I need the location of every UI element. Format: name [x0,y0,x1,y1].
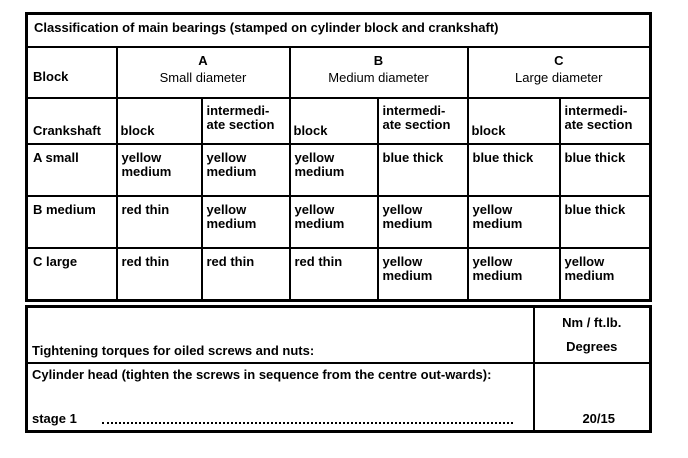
row-label: C large [27,248,117,301]
table-cell [468,196,560,248]
cell-text: yellow [382,254,423,269]
table-cell [560,144,651,196]
cell-text: red thin [206,254,255,269]
table-cell [468,144,560,196]
table-cell [117,248,202,301]
bearing-classification-table [25,12,652,302]
table-cell [202,196,290,248]
block-header [27,47,117,98]
cell-text: yellow [294,150,335,165]
cell-text: medium [294,164,345,179]
group-label: Small diameter [159,70,247,85]
stage-value-cell [534,363,651,432]
group-letter: B [373,53,384,68]
cell-text: medium [121,164,172,179]
unit-degrees-label: Degrees [566,339,618,354]
cell-text: yellow [472,202,513,217]
table-cell [290,196,378,248]
group-label: Medium diameter [328,70,429,85]
group-a-header [117,47,290,98]
table-cell [290,144,378,196]
cell-text: yellow [121,150,162,165]
cell-text: medium [206,164,257,179]
stage-value: 20/15 [582,411,615,426]
cell-text: red thin [294,254,343,269]
leader-dots [102,418,513,424]
table-row [27,248,651,301]
table-title: Classification of main bearings (stamped on cylinder block and crankshaft) [27,14,651,48]
table-row [27,144,651,196]
cell-text: yellow [564,254,605,269]
table-cell [202,144,290,196]
unit-label: Nm / ft.lb. [562,315,622,330]
table-cell [117,196,202,248]
cell-text: red thin [121,202,170,217]
units-header [534,307,651,364]
table-cell [378,248,468,301]
table-cell [560,248,651,301]
table-cell [290,248,378,301]
cell-text: blue thick [472,150,534,165]
cell-text: medium [382,268,433,283]
cell-text: medium [206,216,257,231]
cell-text: blue thick [382,150,444,165]
row-label: B medium [27,196,117,248]
row-label: A small [27,144,117,196]
sub-header-block: block [290,98,378,144]
table-cell [202,248,290,301]
torques-header [27,307,534,364]
table-cell [468,248,560,301]
cell-text: yellow [472,254,513,269]
group-c-header [468,47,651,98]
cell-text: medium [472,268,523,283]
table-cell [117,144,202,196]
table-cell [560,196,651,248]
cell-text: medium [294,216,345,231]
cell-text: medium [564,268,615,283]
table-cell [378,196,468,248]
sub-header-intermediate: intermedi- ate section [560,98,651,144]
sub-header-intermediate: intermedi- ate section [202,98,290,144]
block-label: Block [33,69,69,84]
cell-text: yellow [382,202,423,217]
cylinder-head-cell [27,363,534,432]
sub-header-intermediate: intermedi- ate section [378,98,468,144]
crankshaft-label: Crankshaft [33,123,101,138]
cell-text: blue thick [564,150,626,165]
group-label: Large diameter [515,70,603,85]
cell-text: yellow [294,202,335,217]
table-row [27,196,651,248]
stage-label: stage 1 [32,411,77,426]
group-letter: A [198,53,208,68]
cell-text: red thin [121,254,170,269]
cell-text: medium [382,216,433,231]
sub-header-block: block [468,98,560,144]
sub-header-block: block [117,98,202,144]
group-letter: C [554,53,564,68]
tightening-torques-table [25,305,652,433]
cell-text: yellow [206,150,247,165]
cell-text: medium [472,216,523,231]
torques-title: Tightening torques for oiled screws and nuts: [32,343,315,358]
table-cell [378,144,468,196]
cell-text: yellow [206,202,247,217]
crankshaft-header [27,98,117,144]
cell-text: blue thick [564,202,626,217]
group-b-header [290,47,468,98]
cylinder-head-text: Cylinder head (tighten the screws in sequence from the centre out-wards): [32,367,492,382]
